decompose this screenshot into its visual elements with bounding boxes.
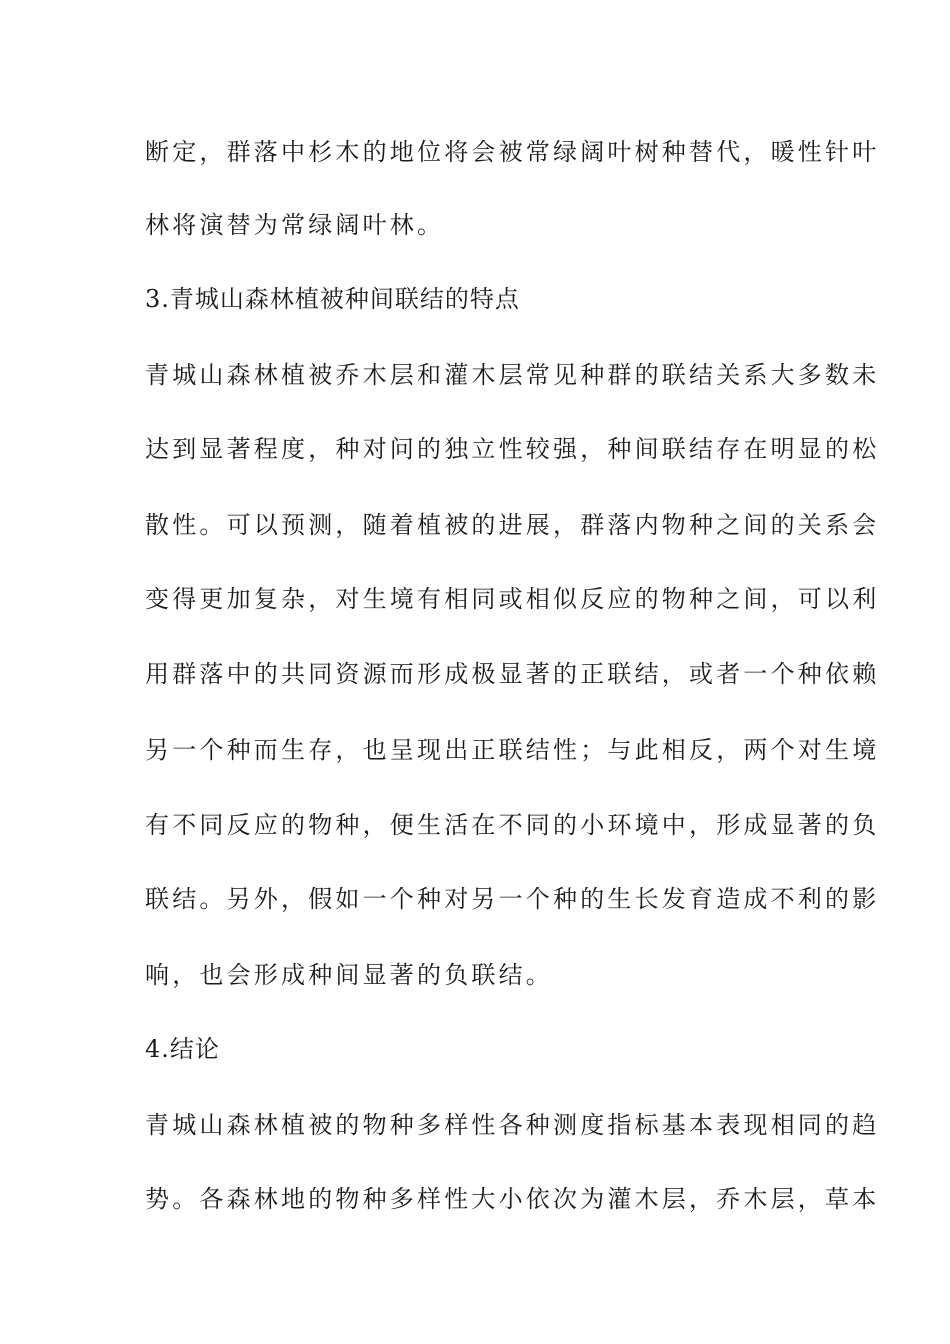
paragraph-line: 青城山森林植被的物种多样性各种测度指标基本表现相同的趋	[145, 1111, 880, 1139]
paragraph-line: 林将演替为常绿阔叶林。	[145, 211, 445, 239]
paragraph-line: 响，也会形成种间显著的负联结。	[145, 961, 553, 989]
paragraph-line: 用群落中的共同资源而形成极显著的正联结，或者一个种依赖	[145, 660, 880, 688]
paragraph-line: 断定，群落中杉木的地位将会被常绿阔叶树种替代，暖性针叶	[145, 138, 880, 166]
paragraph-line: 达到显著程度，种对问的独立性较强，种间联结存在明显的松	[145, 435, 880, 463]
paragraph-line: 变得更加复杂，对生境有相同或相似反应的物种之间，可以利	[145, 585, 880, 613]
section-heading: 3.青城山森林植被种间联结的特点	[145, 285, 520, 313]
paragraph-line: 散性。可以预测，随着植被的进展，群落内物种之间的关系会	[145, 511, 880, 539]
paragraph-line: 另一个种而生存，也呈现出正联结性；与此相反，两个对生境	[145, 736, 880, 764]
paragraph-line: 势。各森林地的物种多样性大小依次为灌木层，乔木层，草本	[145, 1185, 880, 1213]
paragraph-line: 联结。另外，假如一个种对另一个种的生长发育造成不利的影	[145, 885, 880, 913]
paragraph-line: 青城山森林植被乔木层和灌木层常见种群的联结关系大多数未	[145, 361, 880, 389]
paragraph-line: 有不同反应的物种，便生活在不同的小环境中，形成显著的负	[145, 811, 880, 839]
section-heading: 4.结论	[145, 1035, 220, 1063]
